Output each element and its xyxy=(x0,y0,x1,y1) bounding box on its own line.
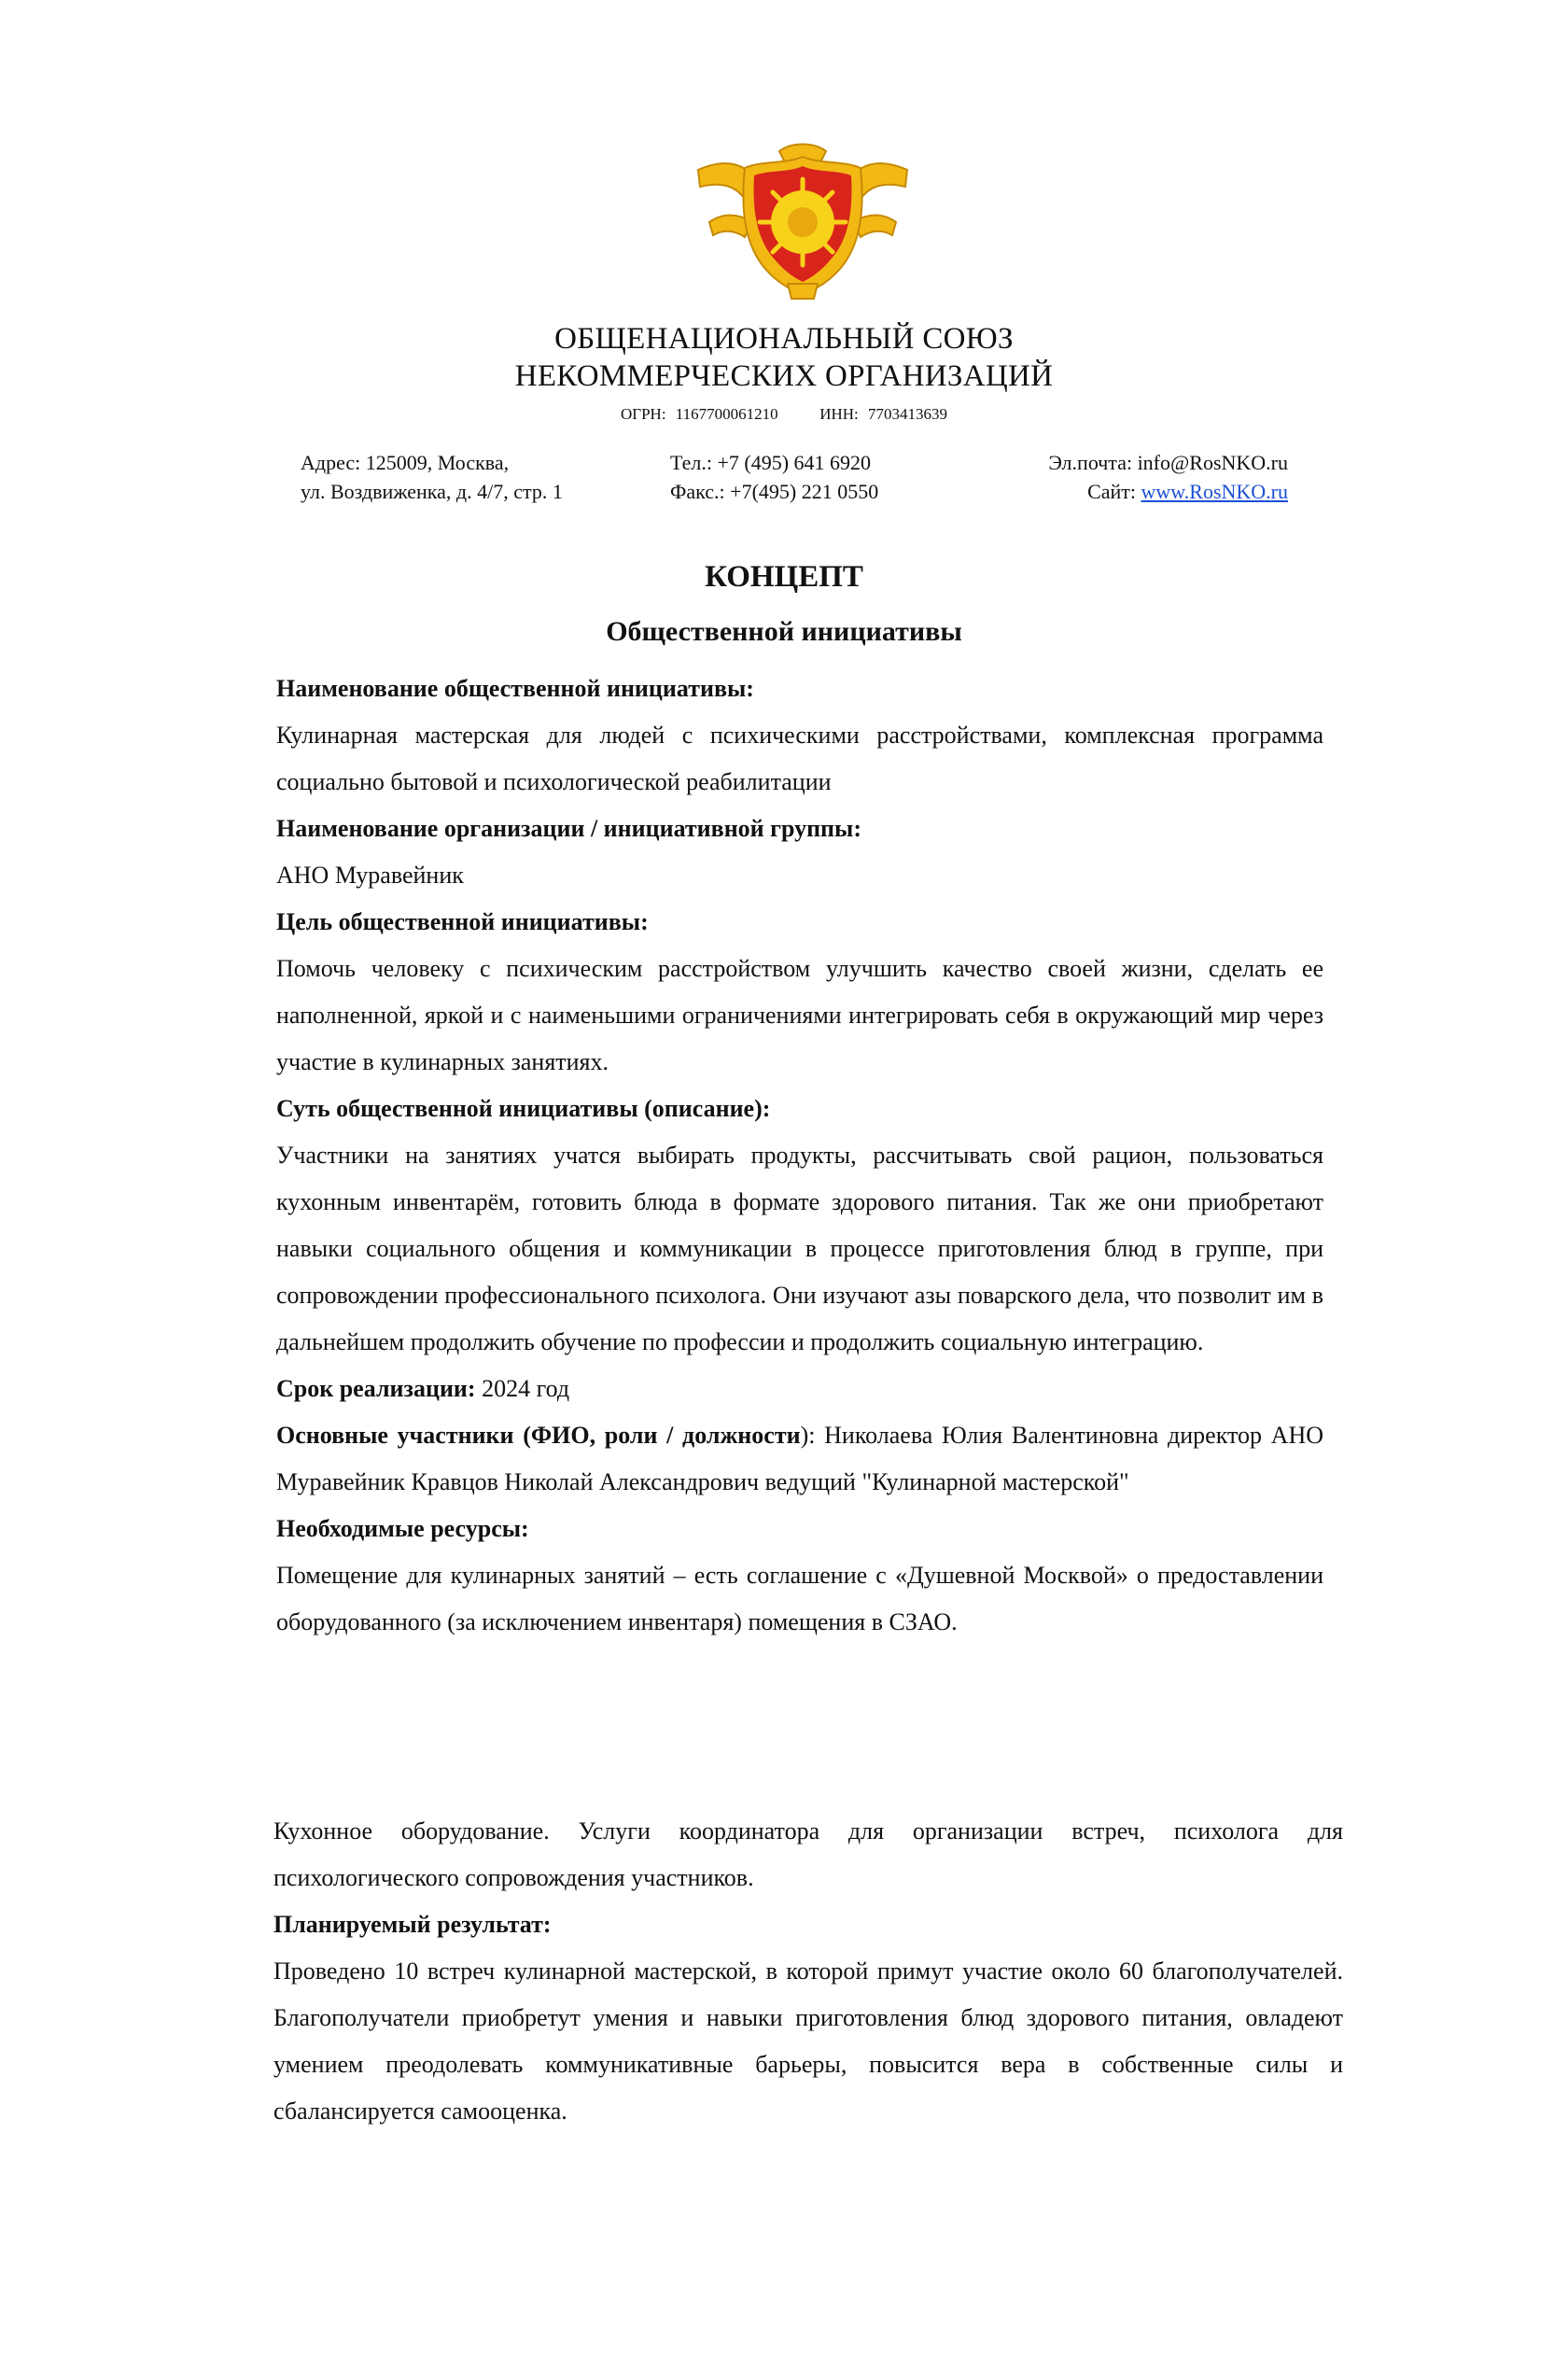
email: Эл.почта: info@RosNKO.ru xyxy=(1048,451,1288,474)
essence-text: Участники на занятиях учатся выбирать продукты, рассчитывать свой рацион, пользоваться кухонным инвентарём, готовить блюда в формате здорового питания. Так же они приобретают навыки социального общения и коммуникации в процессе приготовления блюд в группе, при сопровождении профессионального психолога. Они изучают азы поварского дела, что позволит им в дальнейшем продолжить обучение по профессии и продолжить социальную интеграцию. xyxy=(276,1142,1323,1355)
address-line1: Адрес: 125009, Москва, xyxy=(301,451,510,474)
site xyxy=(1048,477,1288,506)
document-title: КОНЦЕПТ xyxy=(705,560,863,594)
org-name-line2: НЕКОММЕРЧЕСКИХ ОРГАНИЗАЦИЙ xyxy=(514,359,1054,393)
goal-heading: Цель общественной инициативы: xyxy=(276,908,649,935)
name-heading: Наименование общественной инициативы: xyxy=(276,675,754,702)
emblem-logo xyxy=(691,140,915,303)
ogrn: ОГРН: 1167700061210 xyxy=(621,405,778,423)
name-text: Кулинарная мастерская для людей с психическими расстройствами, комплексная программа социально бытовой и психологической реабилитации xyxy=(276,722,1323,795)
phone-block xyxy=(670,448,878,506)
resources-text: Помещение для кулинарных занятий – есть соглашение с «Душевной Москвой» о предоставлении оборудованного (за исключением инвентаря) помещения в СЗАО. xyxy=(276,1562,1323,1635)
address-line2: ул. Воздвиженка, д. 4/7, стр. 1 xyxy=(301,480,563,503)
site-label: Сайт: xyxy=(1087,480,1141,503)
org-text: АНО Муравейник xyxy=(276,862,464,889)
site-link[interactable]: www.RosNKO.ru xyxy=(1141,480,1288,503)
resources-heading: Необходимые ресурсы: xyxy=(276,1515,529,1542)
participants-text: ): Николаева Юлия Валентиновна директор АНО Муравейник Кравцов Николай Александрович ведущий "Кулинарной мастерской" xyxy=(276,1422,1323,1495)
result-text: Проведено 10 встреч кулинарной мастерской, в которой примут участие около 60 благополучателей. Благополучатели приобретут умения и навыки приготовления блюд здорового питания, овладеют умением преодолевать коммуникативные барьеры, повысится вера в собственные силы и сбалансируется самооценка. xyxy=(273,1957,1343,2125)
address-block xyxy=(301,448,563,506)
resources-text-continued: Кухонное оборудование. Услуги координатора для организации встреч, психолога для психологического сопровождения участников. xyxy=(273,1817,1343,1891)
body-lower xyxy=(273,1808,1343,2135)
org-name-line1: ОБЩЕНАЦИОНАЛЬНЫЙ СОЮЗ xyxy=(554,322,1014,356)
registration-numbers xyxy=(0,405,1568,424)
result-heading: Планируемый результат: xyxy=(273,1911,552,1938)
org-heading: Наименование организации / инициативной группы: xyxy=(276,815,861,842)
participants-line xyxy=(276,1412,1323,1506)
essence-heading: Суть общественной инициативы (описание): xyxy=(276,1095,771,1122)
participants-label: Основные участники (ФИО, роли / должности xyxy=(276,1422,801,1449)
inn: ИНН: 7703413639 xyxy=(819,405,947,423)
document-subtitle: Общественной инициативы xyxy=(606,616,962,647)
term-label: Срок реализации: xyxy=(276,1375,476,1402)
term-value: 2024 год xyxy=(475,1375,570,1402)
phone: Тел.: +7 (495) 641 6920 xyxy=(670,451,872,474)
sun-icon xyxy=(760,179,846,265)
term-line xyxy=(276,1366,1323,1412)
goal-text: Помочь человеку с психическим расстройством улучшить качество своей жизни, сделать ее наполненной, яркой и с наименьшими ограничениями интегрировать себя в окружающий мир через участие в кулинарных занятиях. xyxy=(276,955,1323,1075)
email-site-block xyxy=(1048,448,1288,506)
body-upper xyxy=(276,666,1323,1646)
fax: Факс.: +7(495) 221 0550 xyxy=(670,480,879,503)
